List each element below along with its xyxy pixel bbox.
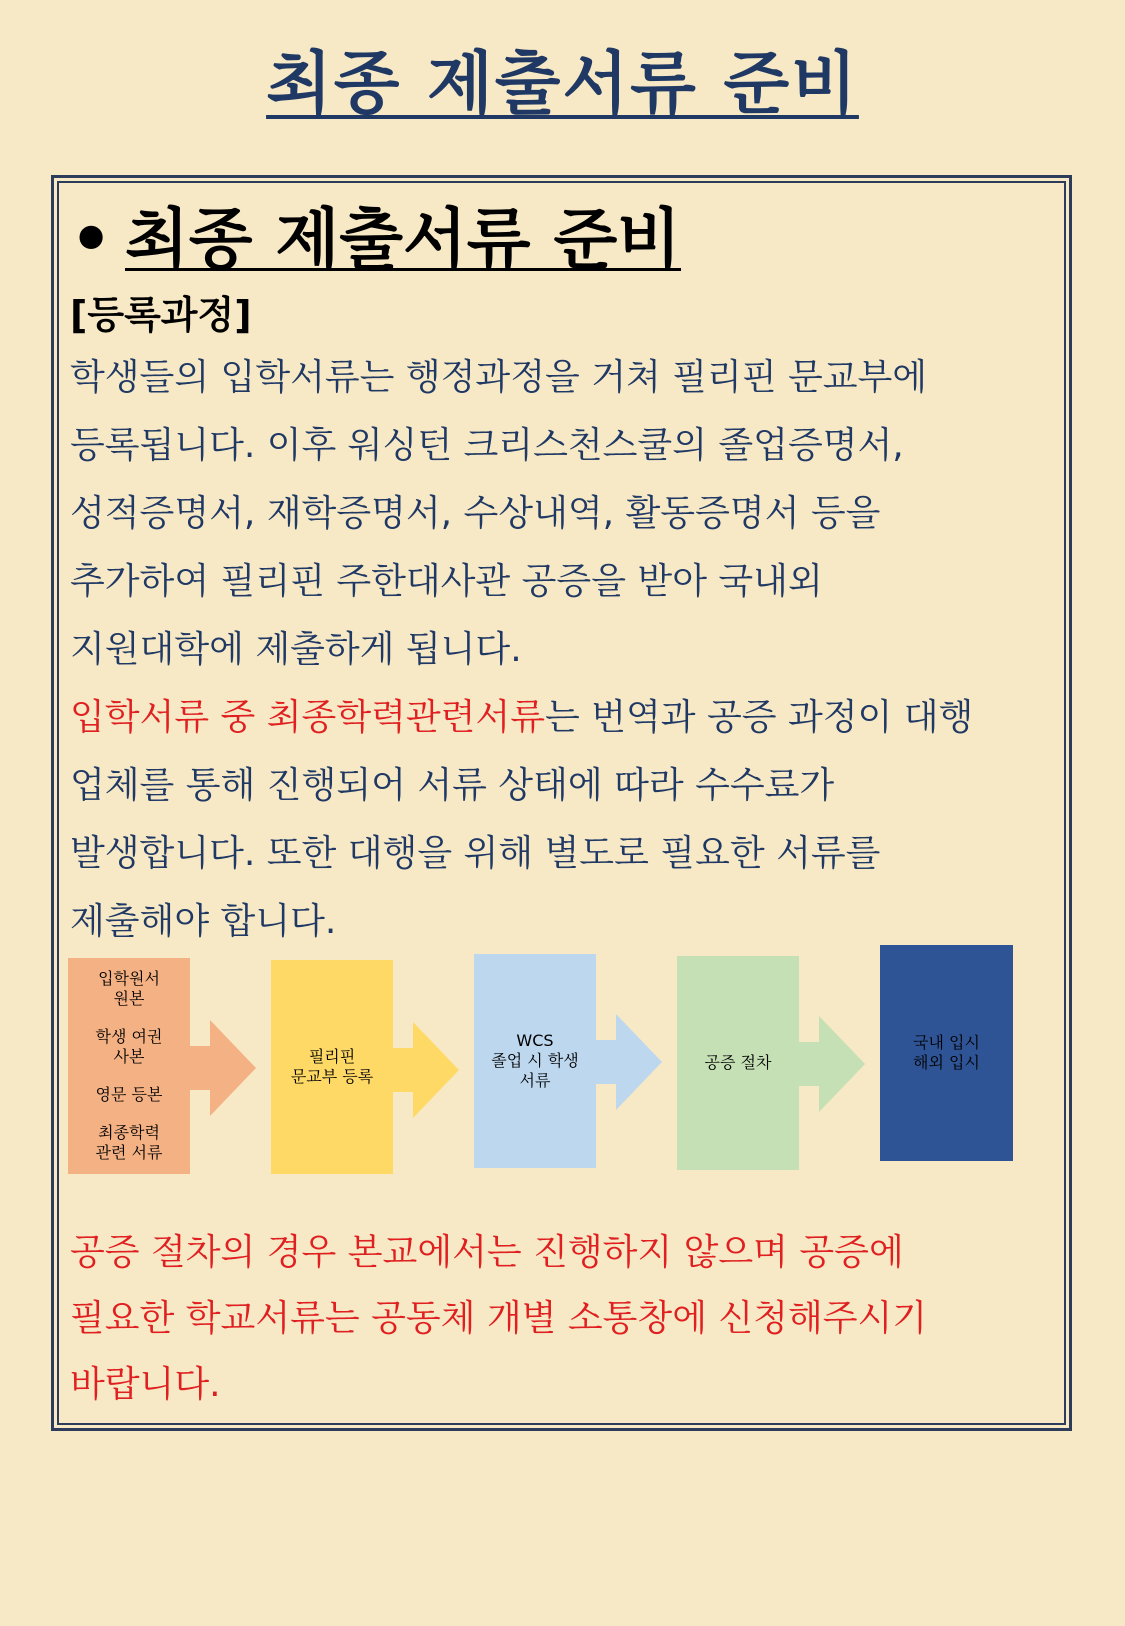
notice-line: 필요한 학교서류는 공동체 개별 소통창에 신청해주시기 [70,1298,928,1339]
paragraph-line: 지원대학에 제출하게 됩니다. [70,629,522,670]
page-title: 최종 제출서류 준비 [266,45,859,124]
paragraph-line: 발생합니다. 또한 대행을 위해 별도로 필요한 서류를 [70,833,881,874]
paragraph-text: 는 번역과 공증 과정이 대행 [544,697,974,738]
process-flow-diagram [68,940,1068,1180]
step-line: 문교부 등록 [290,1067,374,1086]
flow-step-documents [68,958,190,1174]
flow-arrow-icon [594,1014,664,1114]
step-line: 공증 절차 [704,1053,772,1072]
step-line: 서류 [519,1071,551,1090]
step-line: 원본 [113,989,145,1008]
flow-arrow-icon [797,1016,867,1116]
flow-step-registration [271,960,393,1174]
paragraph-line: 등록됩니다. 이후 워싱턴 크리스천스쿨의 졸업증명서, [70,425,904,466]
step-line: 국내 입시 [913,1033,980,1052]
step-line: 해외 입시 [913,1053,980,1072]
body-text [70,344,1060,956]
step-line: WCS [516,1031,554,1050]
bullet-icon: • [70,201,113,278]
flow-arrow-icon [391,1022,461,1122]
step-line: 학생 여권 [95,1027,163,1046]
paragraph-line: 학생들의 입학서류는 행정과정을 거쳐 필리핀 문교부에 [70,357,928,398]
notice-text [70,1220,1060,1418]
flow-step-notarization [677,956,799,1170]
step-line: 필리핀 [308,1047,356,1066]
paragraph-line: 성적증명서, 재학증명서, 수상내역, 활동증명서 등을 [70,493,881,534]
flow-step-admissions [880,945,1013,1161]
step-line: 최종학력 [98,1123,160,1142]
notice-line: 공증 절차의 경우 본교에서는 진행하지 않으며 공증에 [70,1232,904,1273]
sub-heading: [등록과정] [70,293,252,337]
notice-line: 바랍니다. [70,1364,221,1405]
paragraph-line: 업체를 통해 진행되어 서류 상태에 따라 수수료가 [70,765,835,806]
step-line: 관련 서류 [95,1143,163,1162]
step-line: 영문 등본 [95,1085,163,1104]
paragraph-line: 제출해야 합니다. [70,901,337,942]
paragraph-line: 추가하여 필리핀 주한대사관 공증을 받아 국내외 [70,561,823,602]
flow-step-wcs-documents [474,954,596,1168]
section-heading-text: 최종 제출서류 준비 [125,201,682,278]
flow-arrow-icon [188,1020,258,1120]
step-line: 사본 [113,1047,145,1066]
step-line: 입학원서 [98,969,160,988]
highlight-text: 입학서류 중 최종학력관련서류 [70,697,545,738]
step-line: 졸업 시 학생 [491,1051,579,1070]
section-heading [70,186,681,281]
paragraph-line [70,684,1060,752]
